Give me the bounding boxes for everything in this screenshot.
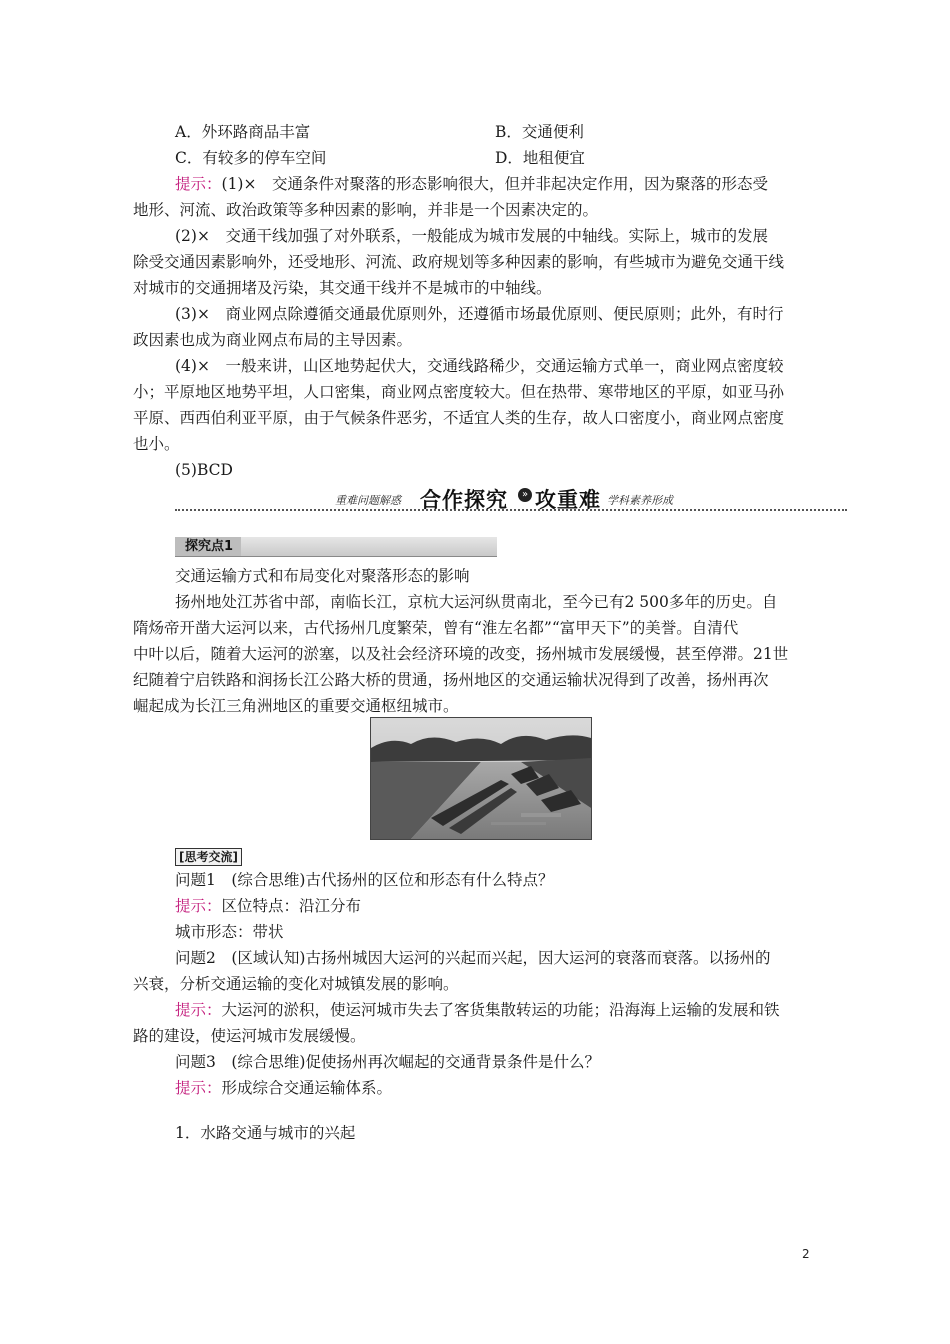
question-2-hint-text: 大运河的淤积，使运河城市失去了客货集散转运的功能；沿海海上运输的发展和铁 — [221, 1001, 780, 1019]
passage-line-5: 崛起成为长江三角洲地区的重要交通枢纽城市。 — [133, 697, 459, 715]
question-1-hint — [175, 895, 361, 917]
banner-title-a: 合作探究 — [420, 488, 508, 512]
answer-3-line-2: 政因素也成为商业网点布局的主导因素。 — [133, 331, 413, 349]
answer-4-line-3: 平原、西西伯利亚平原，由于气候条件恶劣，不适宜人类的生存，故人口密度小，商业网点密度 — [133, 409, 785, 427]
hint-label: 提示： — [175, 897, 222, 915]
passage-line-1: 扬州地处江苏省中部，南临长江，京杭大运河纵贯南北，至今已有2 500多年的历史。自 — [175, 593, 778, 611]
explore-point-label: 探究点1 — [175, 537, 241, 556]
hint-label: 提示： — [175, 1001, 222, 1019]
answer-1-line-2: 地形、河流、政治政策等多种因素的影响，并非是一个因素决定的。 — [133, 201, 599, 219]
page-number: 2 — [802, 1247, 810, 1261]
question-1: 问题1 (综合思维)古代扬州的区位和形态有什么特点？ — [175, 871, 554, 889]
answer-2-line-2: 除受交通因素影响外，还受地形、河流、政府规划等多种因素的影响，有些城市为避免交通干线 — [133, 253, 785, 271]
answer-5: (5)BCD — [175, 461, 233, 479]
answer-2-line-3: 对城市的交通拥堵及污染，其交通干线并不是城市的中轴线。 — [133, 279, 552, 297]
answer-1-line-1 — [175, 173, 768, 195]
question-2-line-2: 兴衰，分析交通运输的变化对城镇发展的影响。 — [133, 975, 459, 993]
option-b: B．交通便利 — [495, 123, 584, 141]
question-3-hint-text: 形成综合交通运输体系。 — [221, 1079, 393, 1097]
question-2-hint-line-1 — [175, 999, 780, 1021]
question-3-hint — [175, 1077, 392, 1099]
passage-line-4: 纪随着宁启铁路和润扬长江公路大桥的贯通，扬州地区的交通运输状况得到了改善，扬州再次 — [133, 671, 769, 689]
passage-line-3: 中叶以后，随着大运河的淤塞，以及社会经济环境的改变，扬州城市发展缓慢，甚至停滞。21世 — [133, 645, 789, 663]
answer-4-line-4: 也小。 — [133, 435, 180, 453]
section-banner — [175, 484, 847, 512]
answer-1-text: (1)× 交通条件对聚落的形态影响很大，但并非起决定作用，因为聚落的形态受 — [221, 175, 768, 193]
explore-point-tab — [175, 537, 497, 557]
banner-arrow-icon: » — [518, 488, 532, 502]
banner-right-caption: 学科素养形成 — [607, 494, 673, 507]
banner-dotted-rule — [175, 509, 847, 511]
topic-title: 交通运输方式和布局变化对聚落形态的影响 — [175, 567, 470, 585]
option-d: D．地租便宜 — [495, 149, 585, 167]
question-3: 问题3 (综合思维)促使扬州再次崛起的交通背景条件是什么？ — [175, 1053, 600, 1071]
banner-left-caption: 重难问题解惑 — [335, 494, 401, 507]
option-a: A．外环路商品丰富 — [175, 123, 311, 141]
think-exchange-label: [思考交流] — [175, 848, 242, 866]
hint-label: 提示： — [175, 1079, 222, 1097]
question-1-hint-2: 城市形态：带状 — [175, 923, 284, 941]
answer-3-line-1: (3)× 商业网点除遵循交通最优原则外，还遵循市场最优原则、便民原则；此外，有时行 — [175, 305, 784, 323]
passage-line-2: 隋炀帝开凿大运河以来，古代扬州几度繁荣，曾有“淮左名都”“富甲天下”的美誉。自清代 — [133, 619, 739, 637]
canal-photo-illustration — [371, 718, 591, 839]
option-c: C．有较多的停车空间 — [175, 149, 327, 167]
question-2-hint-line-2: 路的建设，使运河城市发展缓慢。 — [133, 1027, 366, 1045]
answer-4-line-2: 小；平原地区地势平坦，人口密集，商业网点密度较大。但在热带、寒带地区的平原，如亚马孙 — [133, 383, 785, 401]
hint-label: 提示： — [175, 175, 222, 193]
banner-title-b: 攻重难 — [535, 488, 601, 512]
answer-4-line-1: (4)× 一般来讲，山区地势起伏大，交通线路稀少，交通运输方式单一，商业网点密度较 — [175, 357, 784, 375]
question-2-line-1: 问题2 (区域认知)古扬州城因大运河的兴起而兴起，因大运河的衰落而衰落。以扬州的 — [175, 949, 771, 967]
section-heading-1: 1．水路交通与城市的兴起 — [175, 1124, 356, 1142]
question-1-hint-text: 区位特点：沿江分布 — [221, 897, 362, 915]
answer-2-line-1: (2)× 交通干线加强了对外联系，一般能成为城市发展的中轴线。实际上，城市的发展 — [175, 227, 768, 245]
canal-photo — [370, 717, 592, 840]
